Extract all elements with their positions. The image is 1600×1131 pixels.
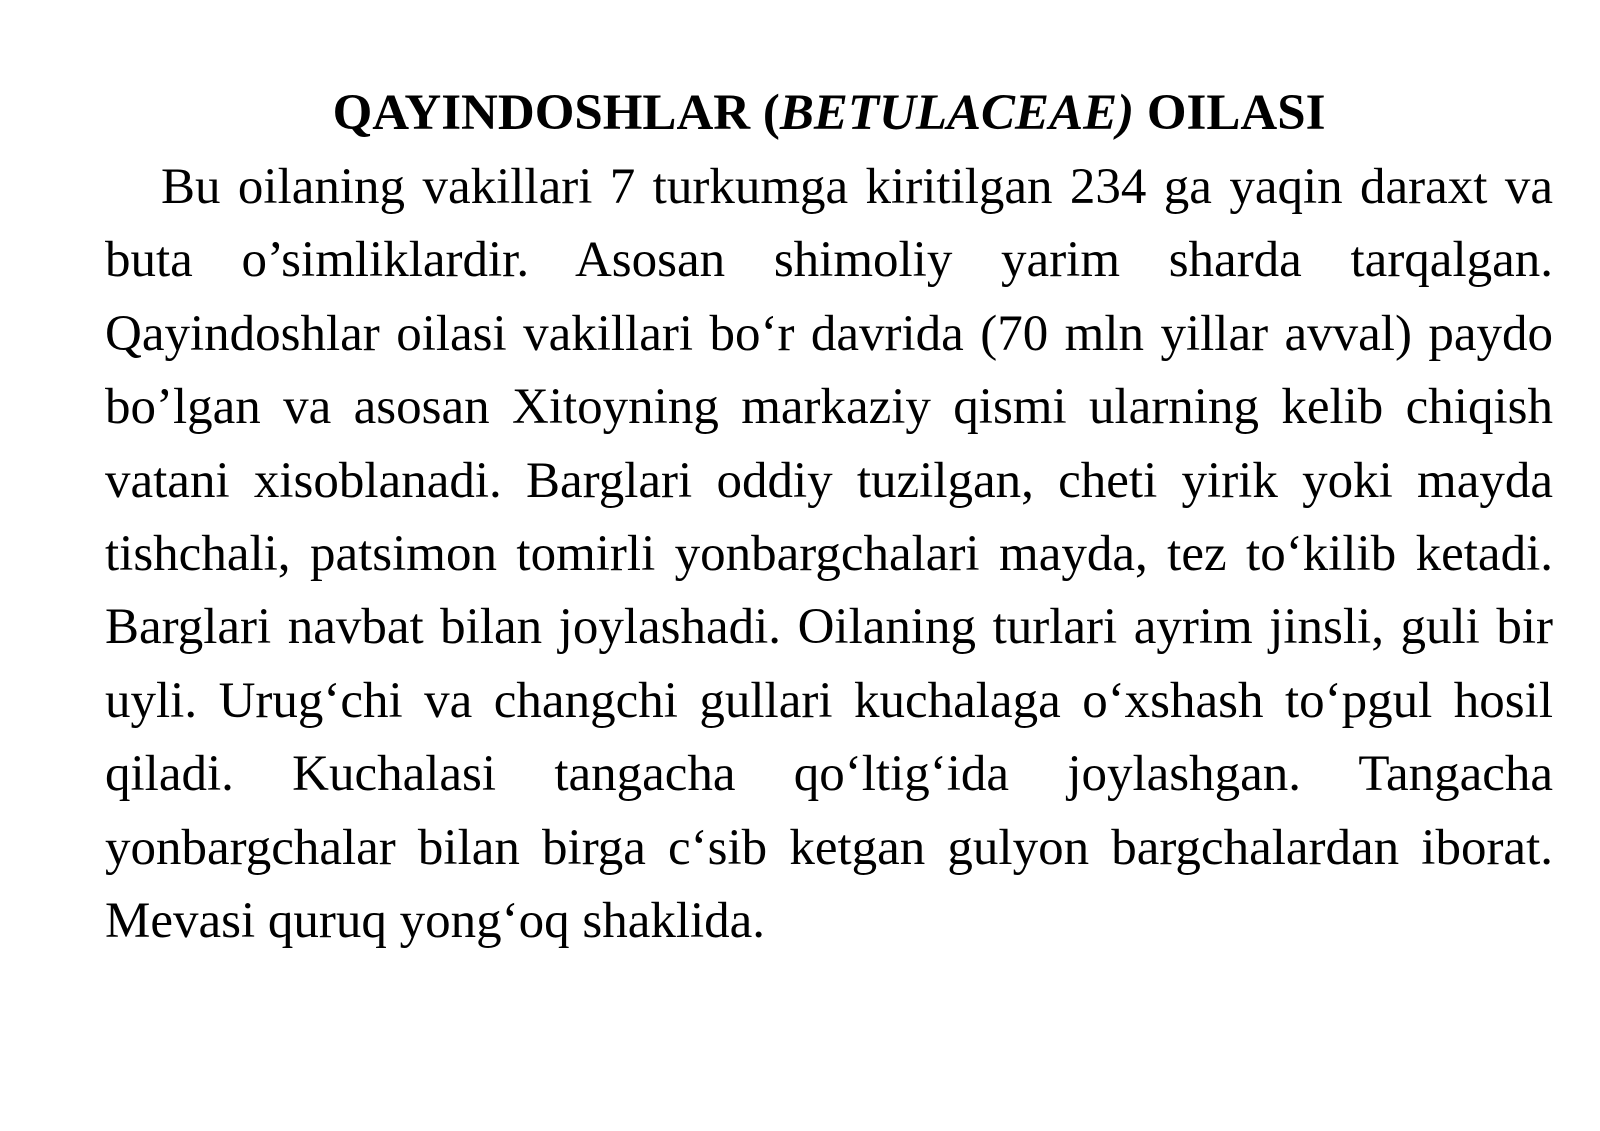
document-title <box>105 75 1553 151</box>
document-page <box>105 75 1553 958</box>
title-part-1: QAYINDOSHLAR ( <box>332 85 780 141</box>
title-part-2: OILASI <box>1134 85 1326 141</box>
title-latin-name: BETULACEAE) <box>779 85 1135 141</box>
body-paragraph: Bu oilaning vakillari 7 turkumga kiritilgan 234 ga yaqin daraxt va buta o’simliklardir. Asosan shimoliy yarim sharda tarqalgan. Qayindoshlar oilasi vakillari bo‘r davrida (70 mln yillar avval) paydo bo’lgan va asosan Xitoyning markaziy qismi ularning kelib chiqish vatani xisoblanadi. Barglari oddiy tuzilgan, cheti yirik yoki mayda tishchali, patsimon tomirli yonbargchalari mayda, tez to‘kilib ketadi. Barglari navbat bilan joylashadi. Oilaning turlari ayrim jinsli, guli bir uyli. Urug‘chi va changchi gullari kuchalaga o‘xshash to‘pgul hosil qiladi. Kuchalasi tangacha qo‘ltig‘ida joylashgan. Tangacha yonbargchalar bilan birga c‘sib ketgan gulyon bargchalardan iborat. Mevasi quruq yong‘oq shaklida. <box>105 159 1553 950</box>
